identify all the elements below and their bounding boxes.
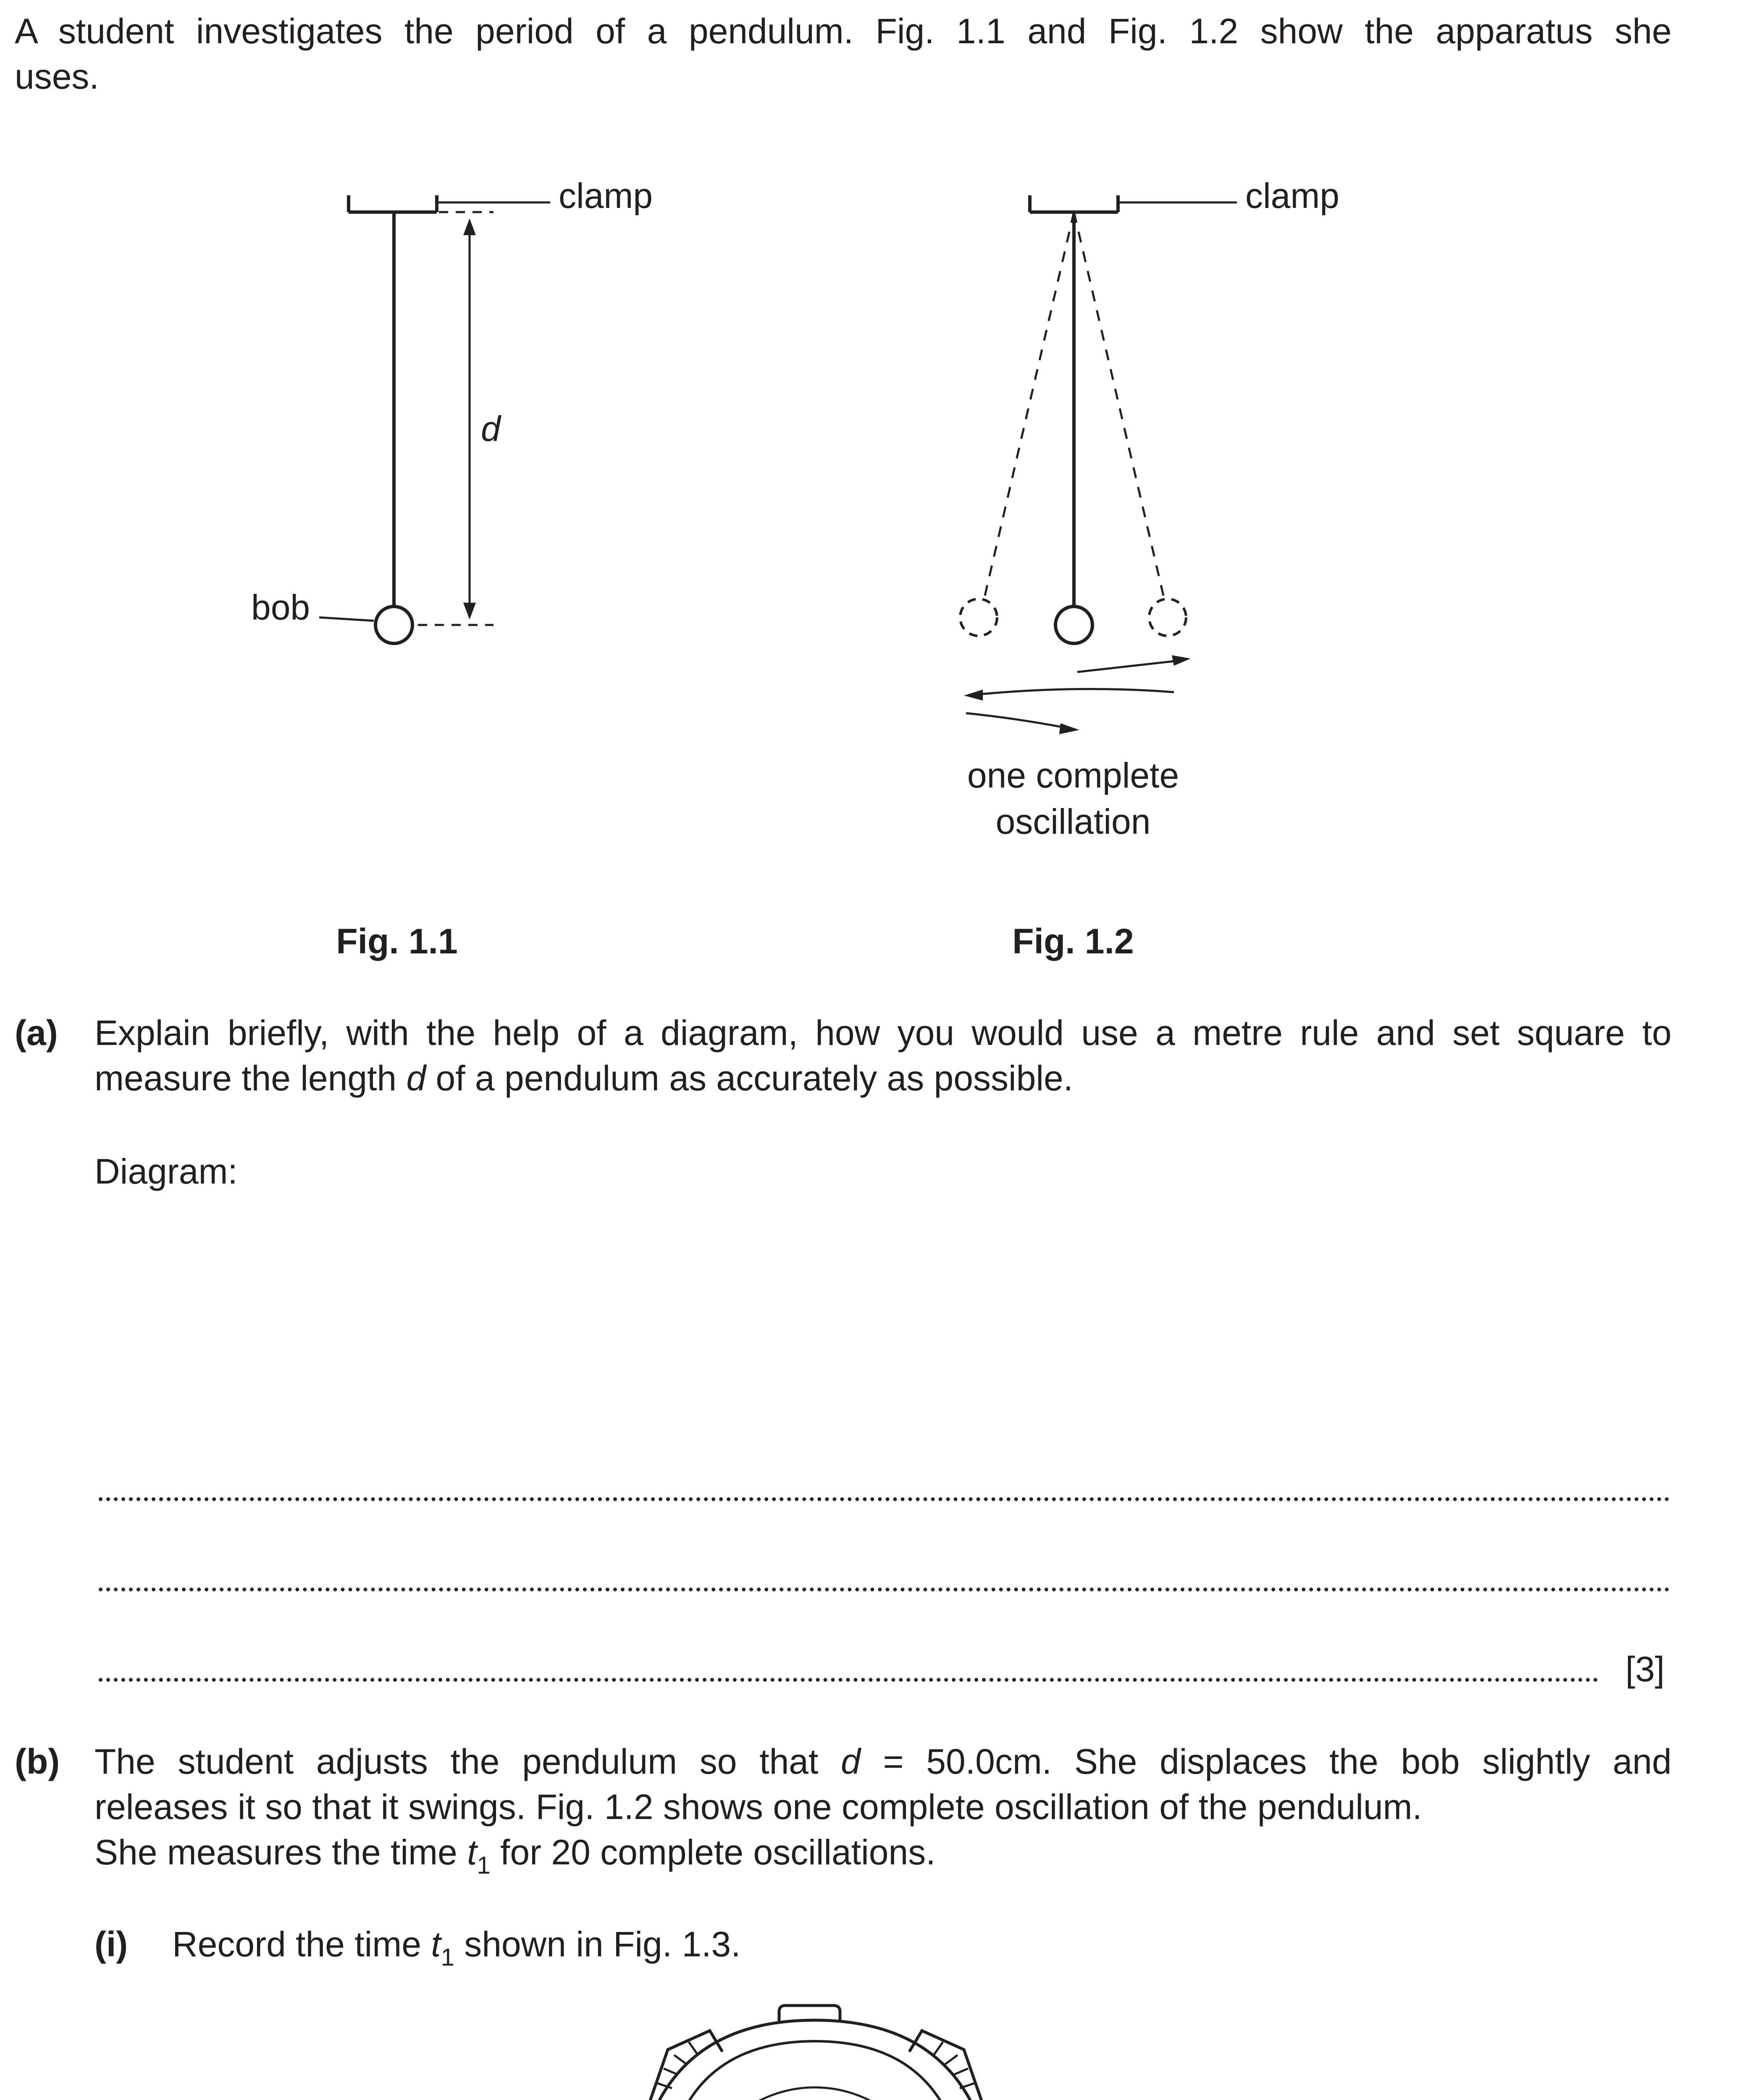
- part-a-label: (a): [15, 1013, 58, 1053]
- intro-line-2: uses.: [15, 57, 99, 96]
- fig11-bob-label: bob: [251, 588, 310, 627]
- part-b-line-1: The student adjusts the pendulum so that d = 50.0cm. She displaces the bob slightly and: [94, 1742, 1672, 1781]
- intro-line-1: A student investigates the period of a pendulum. Fig. 1.1 and Fig. 1.2 show the apparatus she: [15, 11, 1672, 51]
- fig12-clamp-label: clamp: [1245, 176, 1340, 215]
- part-b-i-text: Record the time $t_1$ shown in Fig. 1.3.: [172, 1924, 741, 1971]
- fig12-caption: Fig. 1.2: [1012, 921, 1134, 961]
- fig12-oscillation-label-1: one complete: [967, 756, 1179, 795]
- fig11-caption: Fig. 1.1: [336, 921, 458, 961]
- part-b-line-2: releases it so that it swings. Fig. 1.2 shows one complete oscillation of the pendulum.: [94, 1787, 1422, 1827]
- part-b-label: (b): [15, 1742, 60, 1781]
- part-b-line-3: She measures the time $t_1$ for 20 complete oscillations.: [94, 1832, 936, 1879]
- part-b-i-label: (i): [94, 1924, 128, 1964]
- fig11-d-label: d: [481, 409, 501, 449]
- diagram-label: Diagram:: [94, 1152, 238, 1191]
- part-a-line-2: measure the length d of a pendulum as accurately as possible.: [94, 1058, 1074, 1098]
- part-a-marks: [3]: [1625, 1649, 1665, 1689]
- part-a-line-1: Explain briefly, with the help of a diagram, how you would use a metre rule and set square to: [94, 1013, 1672, 1053]
- fig11-clamp-label: clamp: [559, 176, 653, 215]
- fig12-oscillation-label-2: oscillation: [995, 802, 1151, 841]
